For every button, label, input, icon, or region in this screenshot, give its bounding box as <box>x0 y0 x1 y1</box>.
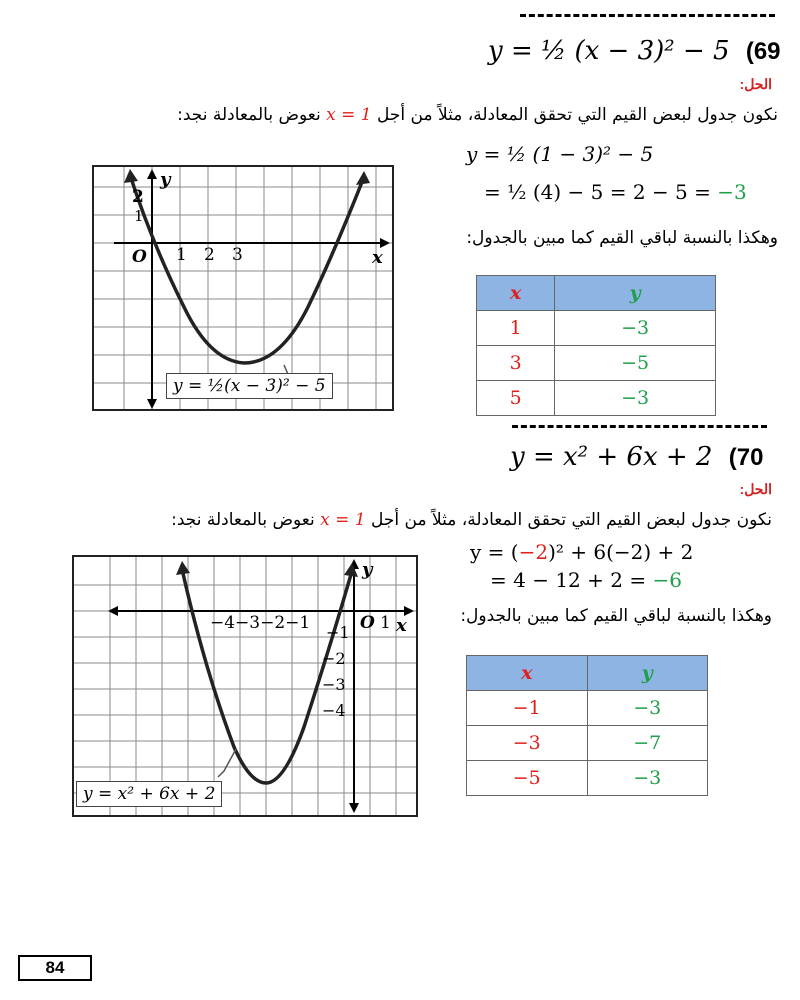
table-cell-x: 5 <box>477 381 555 416</box>
graph-69-origin: O <box>132 247 147 267</box>
parabola-curve-69 <box>130 175 364 363</box>
graph-69-x-tick-2: 2 <box>204 245 215 265</box>
table-row <box>467 726 708 761</box>
page-number: 84 <box>18 955 92 981</box>
work-line-1-69: y = ½ (1 − 3)² − 5 <box>466 142 654 166</box>
work-result-70: −6 <box>652 568 682 592</box>
work-line-2-70: = 4 − 12 + 2 = −6 <box>490 568 682 592</box>
graph-70-origin: O <box>360 613 375 633</box>
table-row <box>467 761 708 796</box>
solution-label-69: الحل: <box>739 76 772 92</box>
work-line-1-70: y = (−2)² + 6(−2) + 2 <box>470 540 694 564</box>
values-table-69 <box>476 275 716 416</box>
solution-label-70: الحل: <box>739 481 772 497</box>
rest-text-70: وهكذا بالنسبة لباقي القيم كما مبين بالجدول: <box>460 606 772 626</box>
work-sub-value-70: −2 <box>518 540 549 564</box>
separator-top <box>520 14 775 17</box>
problem-70-equation: y = x² + 6x + 2 (70 <box>510 442 764 472</box>
table-row <box>477 346 716 381</box>
values-table-70 <box>466 655 708 796</box>
table-cell-y: −3 <box>555 381 716 416</box>
parabola-graph-70 <box>72 555 418 817</box>
intro-x-value-69: x = 1 <box>326 105 372 125</box>
table-cell-x: −1 <box>467 691 588 726</box>
graph-70-x-ticks: −4−3−2−1 <box>210 613 311 633</box>
graph-70-y-tick: −2 <box>322 649 346 668</box>
rest-text-69: وهكذا بالنسبة لباقي القيم كما مبين بالجدول: <box>466 228 778 248</box>
graph-70-x-label: x <box>396 615 407 636</box>
table-row <box>477 311 716 346</box>
graph-69-x-label: x <box>372 247 383 268</box>
graph-70-y-tick: −1 <box>326 623 350 642</box>
graph-69-y-tick-1: 1 <box>134 207 144 225</box>
graph-70-callout: y = x² + 6x + 2 <box>76 781 222 807</box>
table-header-y: y <box>587 656 708 691</box>
graph-69-y-label: y <box>160 169 171 190</box>
table-header-x: x <box>477 276 555 311</box>
table-cell-y: −5 <box>555 346 716 381</box>
problem-69-equation: y = ½ (x − 3)² − 5 (69 <box>488 36 781 66</box>
table-cell-x: −5 <box>467 761 588 796</box>
table-row <box>467 691 708 726</box>
intro-text-70: نكون جدول لبعض القيم التي تحقق المعادلة، مثلاً من أجل x = 1 نعوض بالمعادلة نجد: <box>171 510 772 530</box>
intro-x-value-70: x = 1 <box>320 510 366 530</box>
work-result-69: −3 <box>717 180 747 204</box>
table-cell-y: −7 <box>587 726 708 761</box>
table-cell-x: 1 <box>477 311 555 346</box>
graph-70-svg <box>74 557 416 815</box>
graph-69-callout: y = ½(x − 3)² − 5 <box>166 373 333 399</box>
grid-70 <box>74 557 416 815</box>
problem-69-number: (69 <box>745 38 781 65</box>
graph-70-x-one: 1 <box>380 613 391 633</box>
table-row <box>477 381 716 416</box>
table-cell-y: −3 <box>587 691 708 726</box>
graph-70-y-label: y <box>362 559 373 580</box>
graph-70-y-tick: −4 <box>322 701 346 720</box>
table-cell-y: −3 <box>587 761 708 796</box>
parabola-graph-69 <box>92 165 394 411</box>
intro-text-69: نكون جدول لبعض القيم التي تحقق المعادلة، مثلاً من أجل x = 1 نعوض بالمعادلة نجد: <box>177 105 778 125</box>
table-cell-y: −3 <box>555 311 716 346</box>
table-header-x: x <box>467 656 588 691</box>
table-cell-x: 3 <box>477 346 555 381</box>
table-header-y: y <box>555 276 716 311</box>
graph-69-y-tick: 2 <box>132 187 144 207</box>
graph-69-x-tick-3: 3 <box>232 245 243 265</box>
graph-69-x-tick-1: 1 <box>176 245 187 265</box>
separator-middle <box>512 425 767 428</box>
work-line-2-69: = ½ (4) − 5 = 2 − 5 = −3 <box>484 180 747 204</box>
graph-70-y-tick: −3 <box>322 675 346 694</box>
table-cell-x: −3 <box>467 726 588 761</box>
problem-70-number: (70 <box>728 444 764 471</box>
